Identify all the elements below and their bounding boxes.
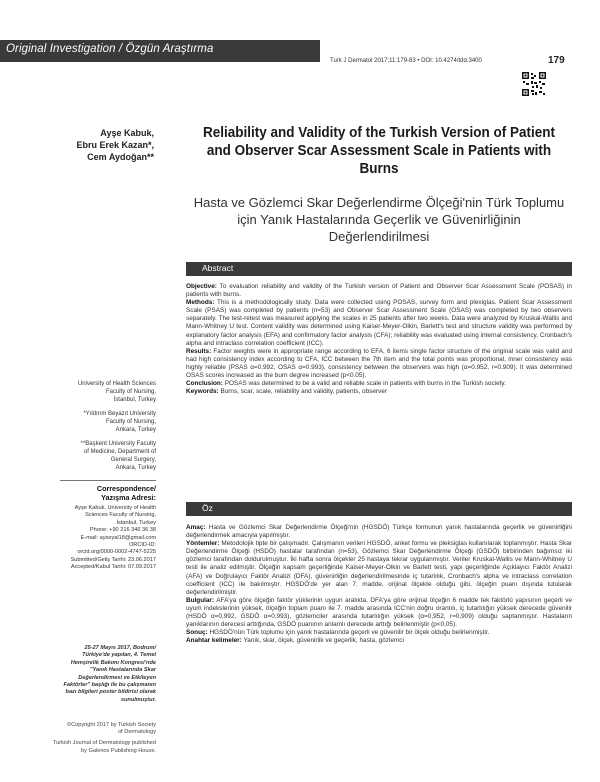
accepted-date: Accepted/Kabul Tarihi: 07.09.2017 <box>70 564 156 571</box>
copyright-society: ©Copyright 2017 by Turkish Society of Dermatology <box>66 722 156 736</box>
section-label-bar <box>0 40 320 62</box>
oz-amac: Amaç: Hasta ve Gözlemci Skar Değerlendirme Ölçeği'nin (HGSDÖ) Türkçe formunun yanık hastalarında geçerlik ve güvenirliğini değerlendirmek amacıyla yapılmıştır. <box>186 524 572 540</box>
abstract-body <box>186 283 572 396</box>
correspondence-email[interactable]: E-mail: ayseyal18@gmail.com <box>80 534 156 541</box>
abstract-results: Results: Factor weights were in appropriate range according to EFA, 6 items single factor structure of the original scale was valid and had high consistency index according to CFA, ICC between the 7th item and the total points was proportional, inner consistency was highly reliable (PSAS α=0.992, OSAS α=0.993), consistency between the observers was high (α=0.952, r=0.909). It was determined OSAS scores increased as the burn degree increased (p<0.05). <box>186 347 573 380</box>
oz-body <box>186 524 572 645</box>
author-name: Ebru Erek Kazan*, <box>76 140 154 150</box>
correspondence-line: Ayşe Kabuk, University of Health <box>74 505 156 511</box>
affiliation-2: *Yıldırım Beyazıt University Faculty of Nursing, Ankara, Turkey <box>83 411 156 433</box>
abstract-heading-bar <box>186 262 572 276</box>
oz-anahtar-kelimeler: Anahtar kelimeler: Yanık, skar, ölçek, güvenirlik ve geçerlik, hasta, gözlemci <box>186 637 404 645</box>
qr-code-icon <box>522 72 546 96</box>
copyright-notice <box>6 722 156 759</box>
oz-yontemler: Yöntemler: Metodolojik tipte bir çalışmadır. Çalışmanın verileri HGSDÖ, anket formu ve pleksiglas kullanılarak toplanmıştır. Hasta Skar Değerlendirme Ölçeği (HSDÖ) hastalar tarafından (n=53), Gözlemci Skar Değerlendirme Ölçeği (GSDÖ) birbirinden bağımsız iki gözlemci tarafından doldurulmuştur. İki hafta sonra ölçekler 25 hastaya tekrar uygulanmıştır. Veriler Kruskal-Wallis ve Mann-Whitney U testi ile analiz edilmiştir. Ölçeğin kapsam geçerliğinde Kaiser-Meyer-Olkin ve Barlett testi, yapı geçerliğinde Açıklayıcı Faktör Analizi (AFA) ve Doğrulayıcı Faktör Analizi (DFA), güvenirliğin değerlendirilmesinde iç tutarlılık, Cronbach's alpha ve intraclass correlation coefficient (ICC) ile bakılmıştır. HGSDÖ'de yer alan 7. madde, orijinal ölçekte olduğu gibi, ölçeğin puanı dışında tutularak değerlendirilmiştir. <box>186 540 573 596</box>
oz-sonuc: Sonuç: HGSDÖ'nün Türk toplumu için yanık hastalarında geçerli ve güvenilir bir ölçek olduğu belirlenmiştir. <box>186 629 490 637</box>
submitted-date: Submitted/Geliş Tarihi: 23.06.2017 <box>70 556 156 563</box>
congress-note: 25-27 Mayıs 2017, Bodrum/ Türkiye'de yapılan, 4. Temel Hemşirelik Bakımı Kongresi'nde "Yanık Hastalarında Skar Değerlendirmesi ve Etkileyen Faktörler" başlığı ile bu çalışmanın bazı bilgileri poster bildirisi olarak sunulmuştur. <box>63 645 156 703</box>
affiliation-3: **Başkent University Faculty of Medicine, Department of General Surgery, Ankara, Turkey <box>80 441 156 471</box>
author-name: Ayşe Kabuk, <box>100 128 154 138</box>
abstract-methods: Methods: This is a methodologically study. Data were collected using POSAS, survey form and plexiglas. Patient Scar Assessment Scale (PSAS) was completed by patients (n=53) and Observer Scar Assessment Scale (OSAS) was completed by two observers separately. The test-retest was measured applying the scales in 25 patients after two weeks. Data were analyzed by Kruskal-Wallis and Mann-Whitney U test. Content validity was determined using Kaiser-Meyer-Olkin, Barlett's test and structure validity was performed by explanatory factor analysis (EFA) and confirmatory factor analysis (CFA); reliability was evaluated using internal consistency, Cronbach's alpha and intraclass correlation coefficient (ICC). <box>186 299 572 347</box>
abstract-objective: Objective: To evaluation reliability and validity of the Turkish version of Patient and Observer Scar Assessment Scale (POSAS) in patients with burns. <box>186 283 572 299</box>
author-name: Cem Aydoğan** <box>87 152 154 162</box>
affiliations <box>6 380 156 478</box>
article-title-turkish: Hasta ve Gözlemci Skar Değerlendirme Ölçeği'nin Türk Toplumu için Yanık Hastalarında Geçerlik ve Güvenirliğinin Değerlendirilmesi <box>193 195 565 244</box>
correspondence-line: ORCID-ID: <box>128 542 156 549</box>
correspondence-line: İstanbul, Turkey <box>116 519 156 526</box>
page-number: 179 <box>548 55 565 66</box>
divider <box>60 480 156 481</box>
correspondence-phone: Phone: +90 216 346 36 38 <box>89 527 156 534</box>
abstract-keywords: Keywords: Burns, scar, scale, reliability and validity, patients, observer <box>186 388 387 396</box>
oz-bulgular: Bulgular: AFA'ya göre ölçeğin faktör yüklerinin uygun aralıkta, DFA'ya göre orijinal ölçeğin 6 madde tek faktörlü yapısının geçerli ve uyum indekslerinin yüksek, ölçeğin toplam puanı ile 7. madde arasında ICC'nin doğru orantılı, iç tutarlılığın yüksek derecede güvenilir (HSDÖ α=0,992, GSDÖ α=0,993), gözlemciler arasında tutarlılığın yüksek (α=0,952, r=0,909) olduğu saptanmıştır. Hastaların yanıklarının derecesi arttığında, GSDÖ puanının anlamlı derecede arttığı belirlenmiştir (p<0,05). <box>186 596 572 629</box>
orcid-link[interactable]: orcid.org/0000-0002-4747-5225 <box>77 549 156 556</box>
section-label: Original Investigation / Özgün Araştırma <box>6 43 214 55</box>
affiliation-1: University of Health Sciences Faculty of Nursing, İstanbul, Turkey <box>77 381 156 403</box>
copyright-publisher: Turkish Journal of Dermatology published by Galenos Publishing House. <box>52 740 156 754</box>
oz-heading-bar <box>186 502 572 516</box>
abstract-conclusion: Conclusion: POSAS was determined to be a valid and reliable scale in patients with burns in the Turkish society. <box>186 380 506 388</box>
author-list <box>76 127 154 163</box>
oz-heading: Öz <box>202 503 213 513</box>
correspondence-line: Sciences Faculty of Nursing, <box>85 512 156 519</box>
correspondence-heading: Correspondence/ Yazışma Adresi: <box>96 484 156 502</box>
journal-citation: Turk J Dermatol 2017;11:179-83 • DOI: 10.4274/tdd.3400 <box>330 58 482 64</box>
article-title-english: Reliability and Validity of the Turkish Version of Patient and Observer Scar Assessment Scale in Patients with Burns <box>203 125 555 177</box>
abstract-heading: Abstract <box>202 263 234 273</box>
correspondence-details <box>6 505 156 572</box>
